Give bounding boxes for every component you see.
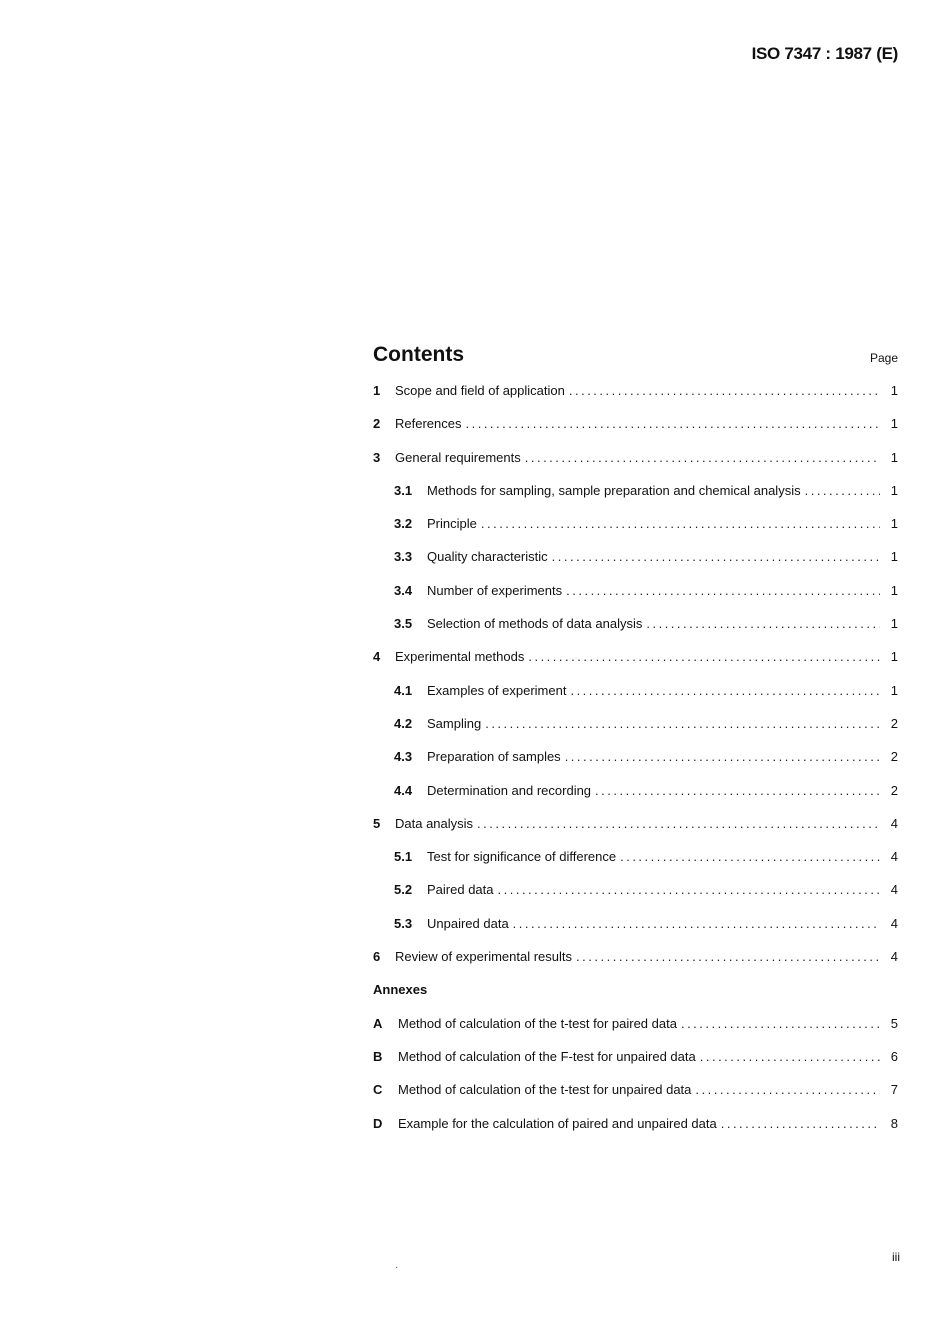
section-number: 3 — [373, 449, 381, 465]
subsection-title: Selection of methods of data analysis — [427, 616, 643, 632]
page-number: 1 — [890, 416, 898, 432]
leader-dots — [465, 416, 880, 432]
page-number: 6 — [890, 1048, 898, 1064]
subsection-title: Unpaired data — [427, 915, 509, 931]
subsection-title: Determination and recording — [427, 782, 592, 798]
toc-entry-4-4 — [373, 775, 898, 808]
toc-entry-2 — [373, 408, 898, 441]
section-title: Data analysis — [395, 815, 474, 831]
annex-letter: D — [373, 1115, 383, 1131]
leader-dots — [485, 716, 880, 732]
subsection-title: Methods for sampling, sample preparation and chemical analysis — [427, 482, 801, 498]
toc-annex-d — [373, 1108, 898, 1141]
section-number: 1 — [373, 383, 381, 398]
subsection-number: 5.1 — [394, 849, 413, 865]
annex-title: Method of calculation of the F-test for unpaired data — [398, 1048, 696, 1064]
section-title: Scope and field of application — [395, 383, 565, 398]
leader-dots — [576, 949, 880, 965]
section-number: 5 — [373, 815, 381, 831]
annex-letter: A — [373, 1015, 383, 1031]
page-number: 1 — [890, 516, 898, 532]
leader-dots — [481, 516, 880, 532]
page-number: 1 — [890, 449, 898, 465]
subsection-title: Examples of experiment — [427, 682, 567, 698]
page-folio: iii — [892, 1250, 900, 1264]
toc-entry-5-1 — [373, 841, 898, 874]
leader-dots — [700, 1049, 880, 1065]
toc-entry-3-4 — [373, 575, 898, 608]
page-number: 1 — [890, 649, 898, 665]
page-number: 4 — [890, 882, 898, 898]
section-number: 2 — [373, 416, 381, 432]
leader-dots — [681, 1016, 880, 1032]
page-number: 4 — [890, 915, 898, 931]
leader-dots — [498, 882, 881, 898]
section-number: 6 — [373, 949, 381, 965]
leader-dots — [566, 583, 880, 599]
toc-entry-1 — [373, 375, 898, 408]
section-title: Review of experimental results — [395, 949, 573, 965]
toc-entry-4-1 — [373, 675, 898, 708]
toc-annex-a — [373, 1008, 898, 1041]
annex-title: Example for the calculation of paired and unpaired data — [398, 1115, 717, 1131]
section-title: References — [395, 416, 462, 432]
page-number: 4 — [890, 849, 898, 865]
toc-entry-5-3 — [373, 908, 898, 941]
leader-dots — [721, 1116, 880, 1132]
subsection-number: 5.2 — [394, 882, 413, 898]
annex-letter: B — [373, 1048, 383, 1064]
toc-entry-3-1 — [373, 475, 898, 508]
document-id: ISO 7347 : 1987 (E) — [751, 44, 898, 63]
annex-title: Method of calculation of the t-test for unpaired data — [398, 1082, 692, 1098]
annex-letter: C — [373, 1082, 383, 1098]
subsection-number: 3.5 — [394, 616, 413, 632]
leader-dots — [695, 1082, 880, 1098]
toc-entry-6 — [373, 941, 898, 974]
leader-dots — [805, 483, 880, 499]
subsection-title: Quality characteristic — [427, 549, 548, 565]
toc-header — [373, 340, 898, 375]
toc-entry-4-3 — [373, 741, 898, 774]
page-number: 1 — [890, 482, 898, 498]
toc-entry-4-2 — [373, 708, 898, 741]
subsection-number: 3.1 — [394, 482, 413, 498]
page-number: 1 — [890, 582, 898, 598]
table-of-contents — [373, 340, 898, 1141]
subsection-number: 4.2 — [394, 715, 413, 731]
subsection-title: Paired data — [427, 882, 494, 898]
subsection-number: 3.4 — [394, 582, 413, 598]
toc-entry-5 — [373, 808, 898, 841]
page-number: 1 — [890, 616, 898, 632]
leader-dots — [528, 649, 880, 665]
page-number: 2 — [890, 715, 898, 731]
toc-annex-b — [373, 1041, 898, 1074]
leader-dots — [565, 749, 880, 765]
subsection-number: 3.3 — [394, 549, 413, 565]
leader-dots — [477, 816, 880, 832]
subsection-number: 3.2 — [394, 516, 413, 532]
page-number: 2 — [890, 782, 898, 798]
toc-annex-c — [373, 1074, 898, 1107]
subsection-title: Preparation of samples — [427, 749, 561, 765]
leader-dots — [569, 383, 880, 399]
page-number: 2 — [890, 749, 898, 765]
toc-entry-4 — [373, 641, 898, 674]
toc-entry-3-2 — [373, 508, 898, 541]
page-number: 4 — [890, 815, 898, 831]
leader-dots — [552, 549, 880, 565]
section-number: 4 — [373, 649, 381, 665]
toc-entry-5-2 — [373, 874, 898, 907]
annex-title: Method of calculation of the t-test for paired data — [398, 1015, 677, 1031]
subsection-title: Principle — [427, 516, 477, 532]
page-column-label: Page — [869, 351, 898, 365]
page-number: 8 — [890, 1115, 898, 1131]
page-number: 1 — [890, 682, 898, 698]
subsection-title: Number of experiments — [427, 582, 563, 598]
section-title: General requirements — [395, 449, 521, 465]
subsection-title: Test for significance of difference — [427, 849, 617, 865]
toc-entry-3 — [373, 442, 898, 475]
leader-dots — [525, 450, 880, 466]
toc-entry-3-3 — [373, 541, 898, 574]
page-number: 7 — [890, 1082, 898, 1098]
page-number: 5 — [890, 1015, 898, 1031]
page-number: 1 — [890, 549, 898, 565]
leader-dots — [513, 916, 880, 932]
leader-dots — [570, 683, 880, 699]
page-number: 1 — [890, 383, 898, 398]
leader-dots — [646, 616, 880, 632]
subsection-number: 4.1 — [394, 682, 413, 698]
section-title: Experimental methods — [395, 649, 525, 665]
annexes-heading: Annexes — [373, 982, 428, 998]
subsection-number: 5.3 — [394, 915, 413, 931]
leader-dots — [595, 783, 880, 799]
toc-title: Contents — [373, 343, 464, 366]
page-number: 4 — [890, 949, 898, 965]
subsection-number: 4.4 — [394, 782, 413, 798]
toc-entry-3-5 — [373, 608, 898, 641]
subsection-title: Sampling — [427, 715, 482, 731]
scan-speck: · — [395, 1262, 399, 1273]
leader-dots — [620, 849, 880, 865]
subsection-number: 4.3 — [394, 749, 413, 765]
